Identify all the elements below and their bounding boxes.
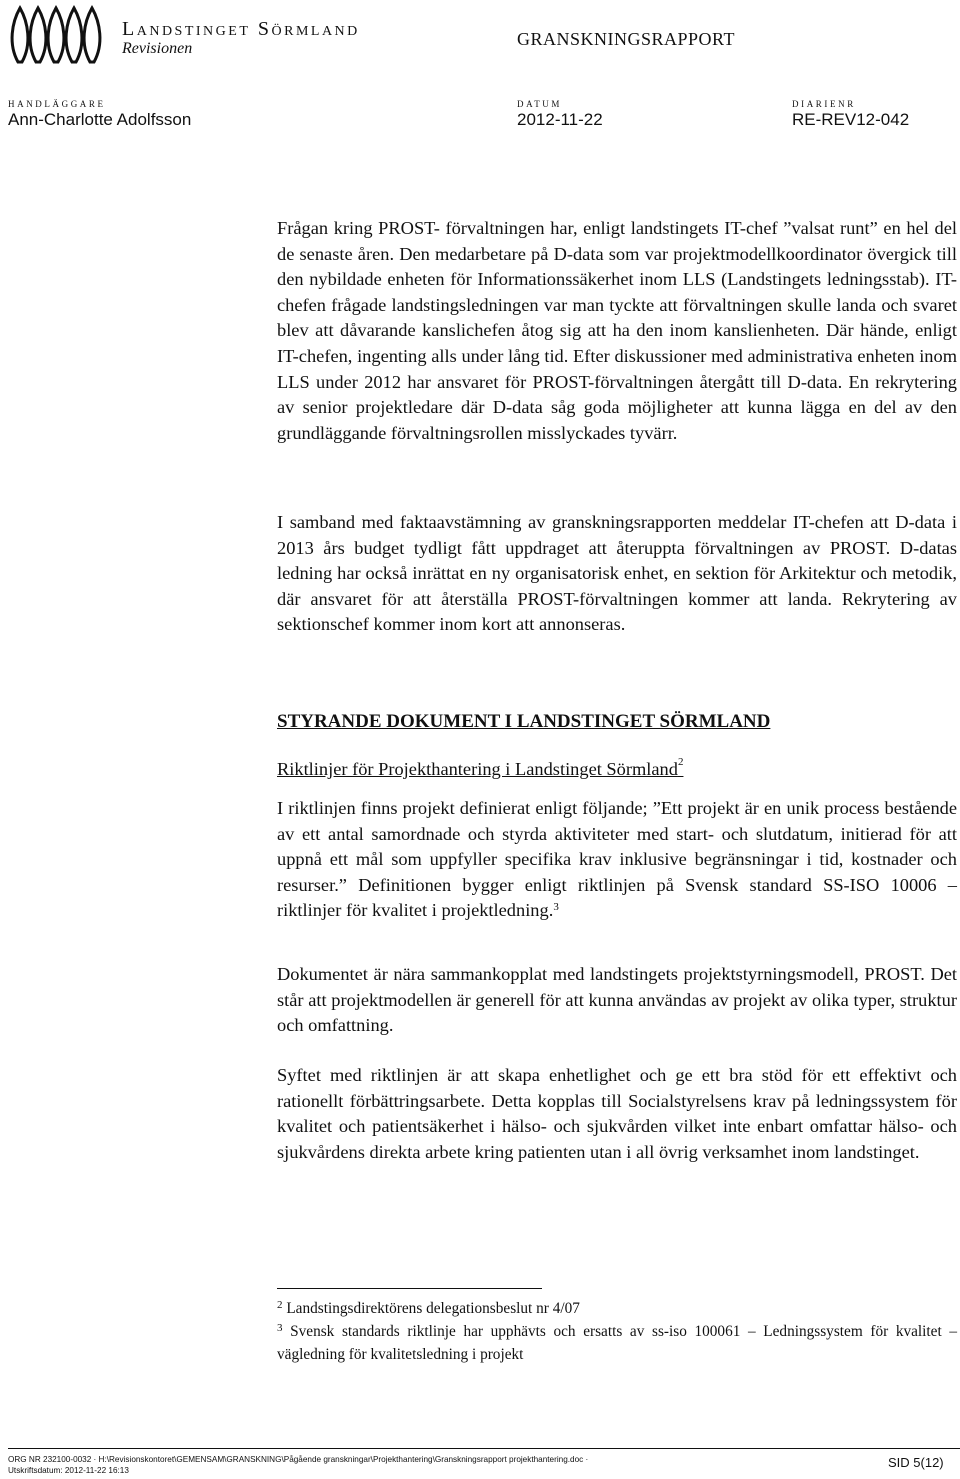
paragraph-prost-history	[277, 216, 957, 446]
footer-path: ORG NR 232100-0032 · H:\Revisionskontoret\GEMENSAM\GRANSKNING\Pågående granskningar\Projekthantering\Granskningsrapport projekthantering.doc ·	[8, 1455, 589, 1464]
document-type: GRANSKNINGSRAPPORT	[517, 29, 735, 49]
paragraph-text: I samband med faktaavstämning av granskningsrapporten meddelar IT-chefen att D-data i 2013 års budget tydligt fått uppdraget att återuppta förvaltningen av PROST. D-datas ledning har också inrättat en ny organisatorisk enhet, en sektion för Arkitektur och metodik, där ansvaret för att återställa PROST-förvaltningen kommer att landa. Rekrytering av sektionschef kommer inom kort att annonseras.	[277, 512, 957, 635]
paragraph-prost-model	[277, 962, 957, 1039]
footnote-3	[277, 1320, 957, 1366]
footnotes	[277, 1297, 957, 1366]
paragraph-text: I riktlinjen finns projekt definierat enligt följande; ”Ett projekt är en unik process bestående av ett antal samordnade och styrda aktiviteter med start- och slutdatum, initierad för att uppnå ett mål som uppfyller specifika krav inklusive begränsningar i tid, kostnader och resurser.” Definitionen bygger enligt riktlinjen på Svensk standard SS-ISO 10006 – riktlinjer för kvalitet i projektledning.	[277, 798, 957, 921]
landstinget-logo	[6, 4, 106, 64]
paragraph-project-definition	[277, 796, 957, 924]
meta-value-datum: 2012-11-22	[517, 110, 603, 129]
footnote-number: 3	[277, 1322, 283, 1334]
footnote-ref-2: 2	[677, 756, 684, 768]
footnote-text: Svensk standards riktlinje har upphävts och ersatts av ss-iso 100061 – Ledningssystem för kvalitet – vägledning för kvalitetsledning i projekt	[277, 1323, 957, 1363]
section-heading: STYRANDE DOKUMENT I LANDSTINGET SÖRMLAND	[277, 711, 771, 732]
footnote-2	[277, 1297, 957, 1320]
footnote-separator	[277, 1288, 542, 1289]
paragraph-purpose	[277, 1063, 957, 1165]
footnote-number: 2	[277, 1299, 283, 1311]
meta-value-handlaggare: Ann-Charlotte Adolfsson	[8, 110, 192, 129]
paragraph-text: Syftet med riktlinjen är att skapa enhetlighet och ge ett bra stöd för ett effektivt och rationellt förbättringsarbete. Detta kopplas till Socialstyrelsens krav på ledningssystem för kvalitet och patientsäkerhet i hälso- och sjukvården vilket inte enbart omfattar hälso- och sjukvårdens direkta arbete kring patienten utan i all övrig verksamhet inom landstinget.	[277, 1065, 957, 1162]
page-number: SID 5(12)	[888, 1455, 944, 1470]
footnote-text: Landstingsdirektörens delegationsbeslut nr 4/07	[286, 1300, 580, 1317]
meta-label-datum: DATUM	[517, 99, 563, 109]
paragraph-text: Dokumentet är nära sammankopplat med landstingets projektstyrningsmodell, PROST. Det står att projektmodellen är generell för att kunna användas av projekt av olika typer, struktur och omfattning.	[277, 964, 957, 1036]
section-subheading	[277, 756, 684, 780]
org-subtitle: Revisionen	[122, 40, 193, 57]
meta-label-diarienr: DIARIENR	[792, 99, 856, 109]
meta-label-handlaggare: HANDLÄGGARE	[8, 99, 106, 109]
footer-print-date: Utskriftsdatum: 2012-11-22 16:13	[8, 1466, 129, 1475]
org-name: Landstinget Sörmland	[122, 18, 360, 40]
subheading-text: Riktlinjer för Projekthantering i Landstinget Sörmland	[277, 759, 678, 779]
paragraph-fact-check	[277, 510, 957, 638]
footer-separator	[8, 1448, 960, 1449]
footnote-ref-3: 3	[553, 901, 559, 914]
paragraph-text: Frågan kring PROST- förvaltningen har, enligt landstingets IT-chef ”valsat runt” en hel del de senaste åren. Den medarbetare på D-data som var projektmodellkoordinator övergick till den nybildade enheten för Informationssäkerhet inom LLS (Landstingets ledningsstab). IT-chefen frågade landstingsledningen var man tyckte att förvaltningen skulle landa och svaret blev att dåvarande kanslichefen åtog sig att ha den inom kanslienheten. Där hände, enligt IT-chefen, ingenting alls under lång tid. Efter diskussioner med administrativa enheten inom LLS under 2012 har ansvaret för PROST-förvaltningen återgått till D-data. En rekrytering av senior projektledare där D-data såg goda möjligheter att kunna lägga en del av den grundläggande förvaltningsrollen misslyckades tyvärr.	[277, 218, 957, 443]
meta-value-diarienr: RE-REV12-042	[792, 110, 910, 129]
